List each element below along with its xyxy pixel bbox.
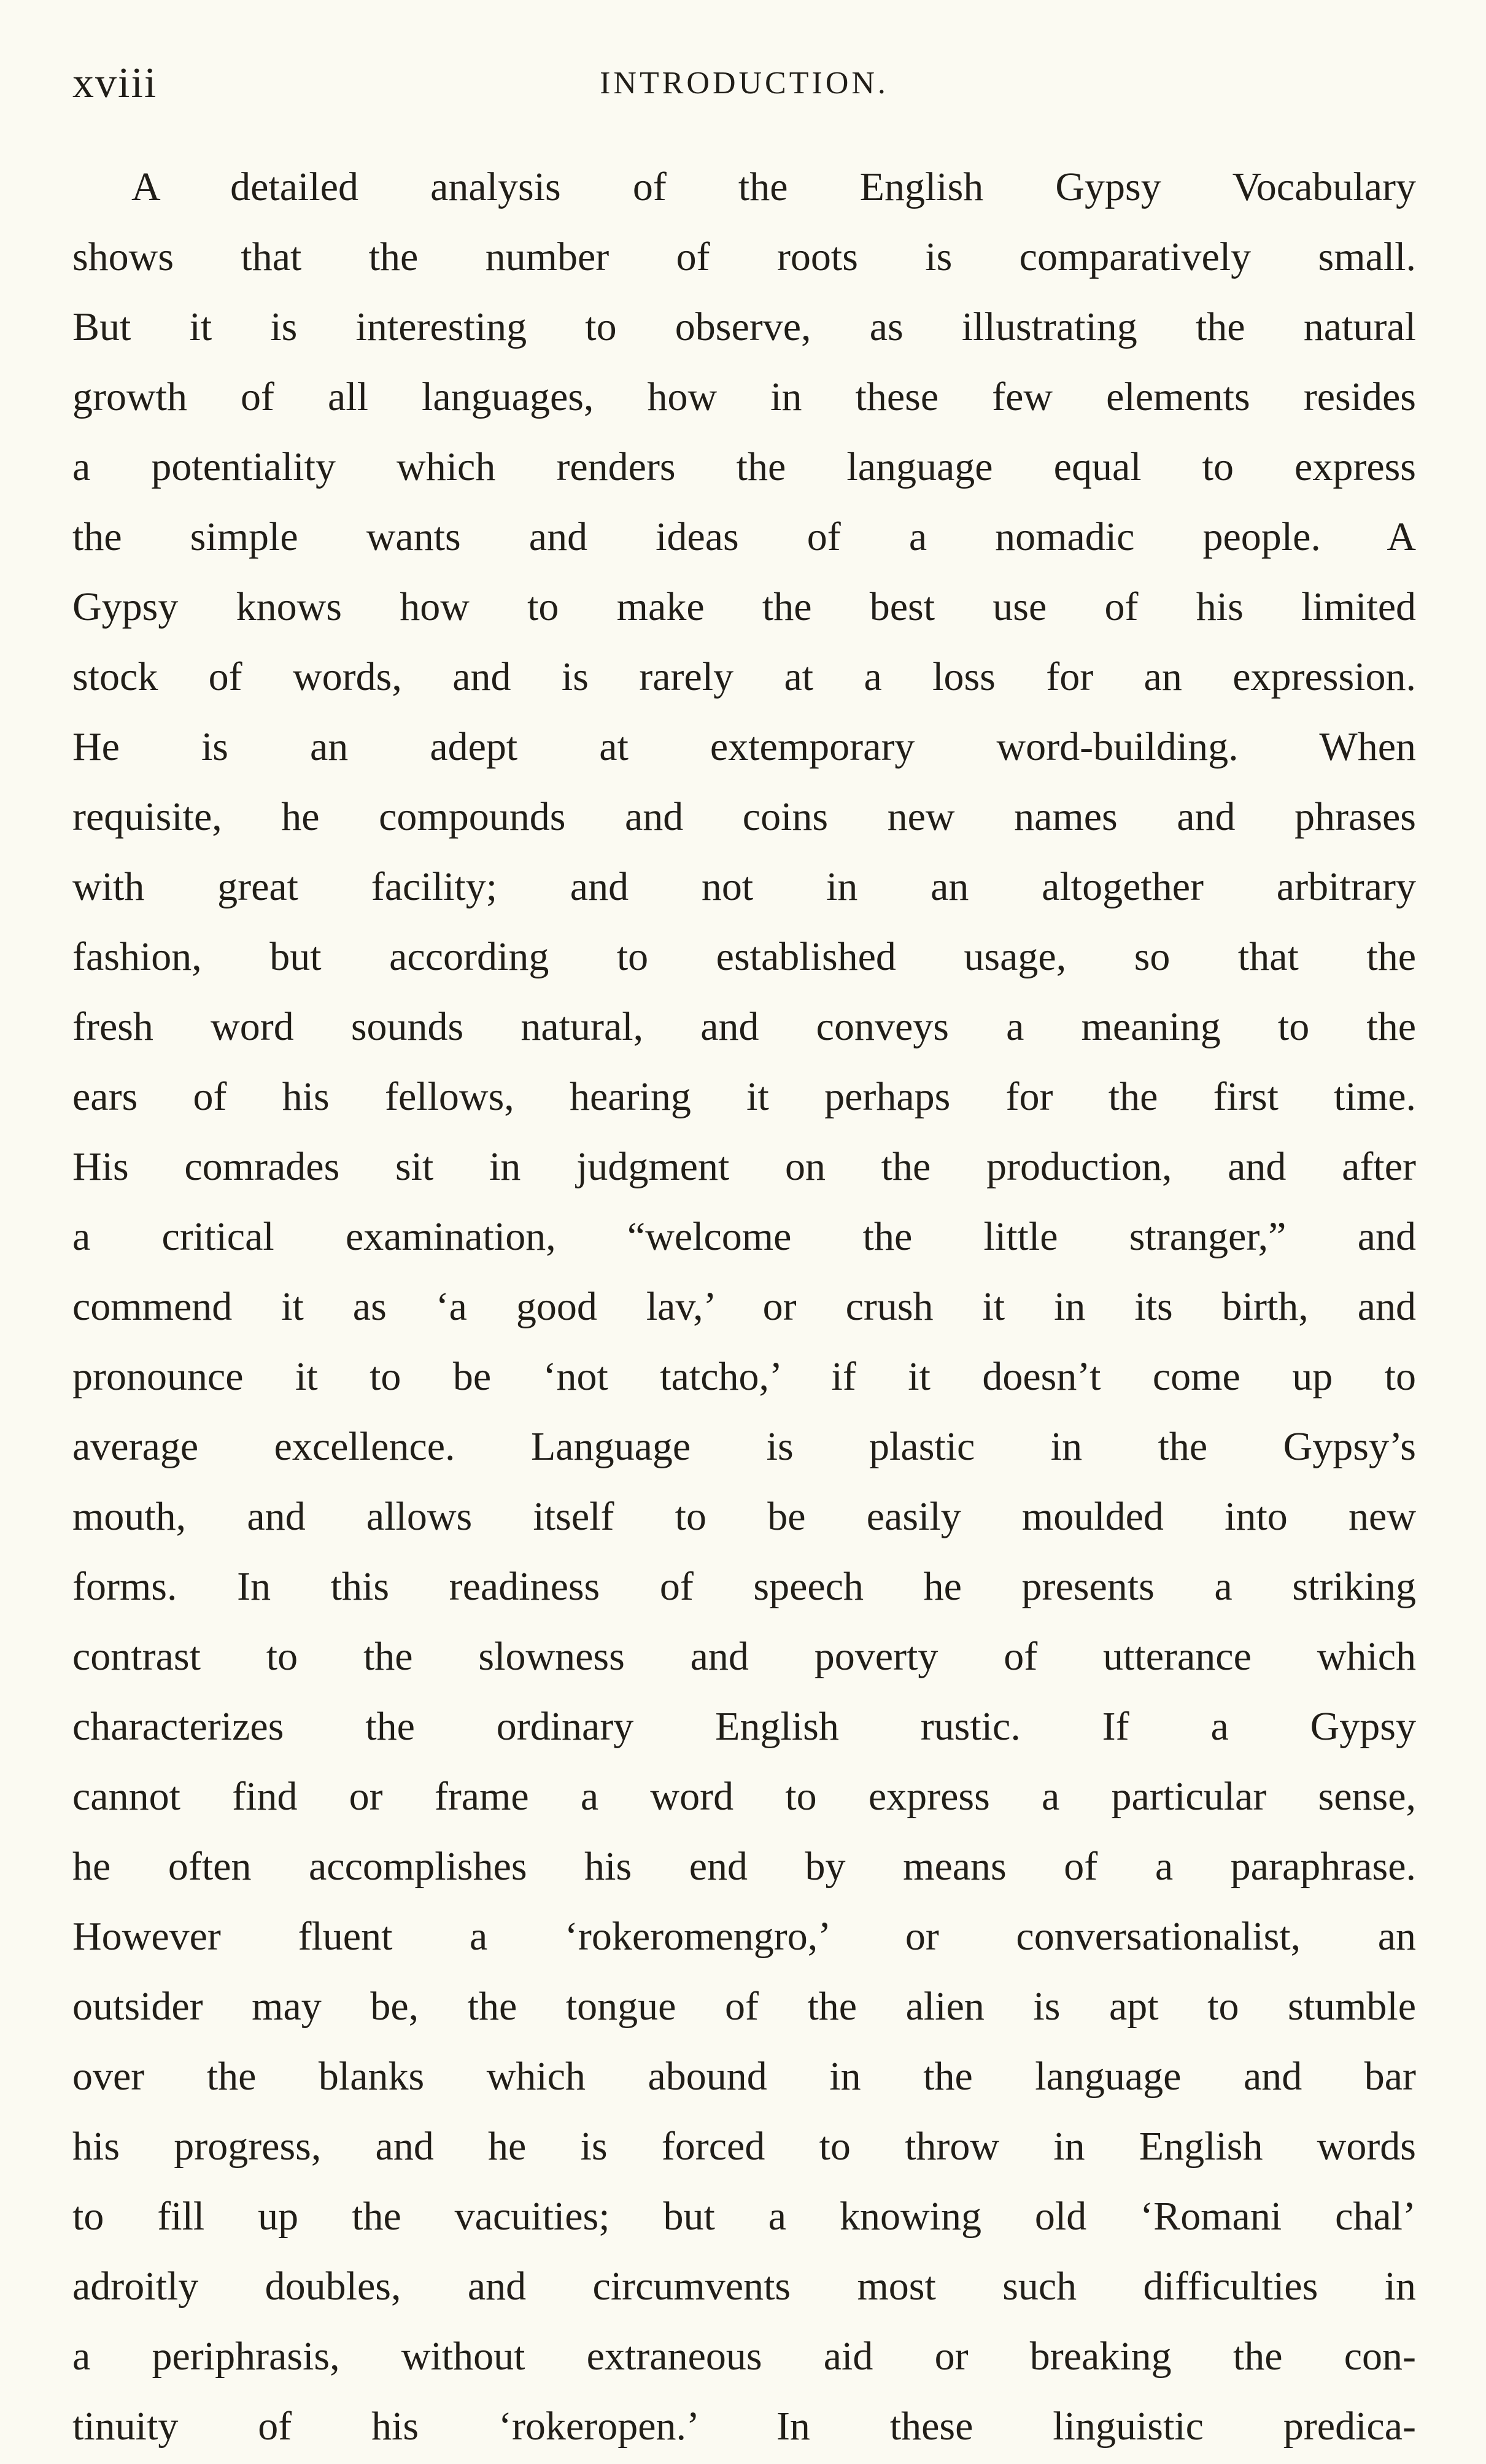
text-line: cannot find or frame a word to express a particular sense, bbox=[72, 1774, 1416, 1819]
text-line: commend it as ‘a good lav,’ or crush it in its birth, and bbox=[72, 1284, 1416, 1329]
text-line: outsider may be, the tongue of the alien is apt to stumble bbox=[72, 1984, 1416, 2029]
text-line: with great facility; and not in an altogether arbitrary bbox=[72, 864, 1416, 909]
text-line: over the blanks which abound in the language and bar bbox=[72, 2054, 1416, 2099]
text-line: adroitly doubles, and circumvents most such difficulties in bbox=[72, 2264, 1416, 2309]
text-line: Gypsy knows how to make the best use of his limited bbox=[72, 584, 1416, 629]
text-line: his progress, and he is forced to throw in English words bbox=[72, 2124, 1416, 2169]
text-line: he often accomplishes his end by means of a paraphrase. bbox=[72, 1844, 1416, 1889]
text-line: a potentiality which renders the language equal to express bbox=[72, 444, 1416, 489]
text-line: fresh word sounds natural, and conveys a meaning to the bbox=[72, 1004, 1416, 1049]
text-line: tinuity of his ‘rokeropen.’ In these linguistic predica- bbox=[72, 2404, 1416, 2449]
text-line: to fill up the vacuities; but a knowing old ‘Romani chal’ bbox=[72, 2194, 1416, 2239]
text-line: A detailed analysis of the English Gypsy Vocabulary bbox=[131, 165, 1416, 209]
text-line: pronounce it to be ‘not tatcho,’ if it doesn’t come up to bbox=[72, 1354, 1416, 1399]
text-line: forms. In this readiness of speech he presents a striking bbox=[72, 1564, 1416, 1609]
text-line: shows that the number of roots is comparatively small. bbox=[72, 234, 1416, 279]
text-line: characterizes the ordinary English rustic. If a Gypsy bbox=[72, 1704, 1416, 1749]
text-line: growth of all languages, how in these few elements resides bbox=[72, 374, 1416, 419]
text-line: ears of his fellows, hearing it perhaps for the first time. bbox=[72, 1074, 1416, 1119]
text-line: the simple wants and ideas of a nomadic people. A bbox=[72, 514, 1416, 559]
text-line: fashion, but according to established usage, so that the bbox=[72, 934, 1416, 979]
page-number: xviii bbox=[72, 60, 158, 107]
text-line: But it is interesting to observe, as illustrating the natural bbox=[72, 304, 1416, 349]
text-line: contrast to the slowness and poverty of utterance which bbox=[72, 1634, 1416, 1679]
text-line: a periphrasis, without extraneous aid or breaking the con- bbox=[72, 2334, 1416, 2379]
text-line: requisite, he compounds and coins new names and phrases bbox=[72, 794, 1416, 839]
body-text bbox=[72, 152, 1416, 2462]
text-line: stock of words, and is rarely at a loss for an expression. bbox=[72, 654, 1416, 699]
text-line: However fluent a ‘rokeromengro,’ or conversationalist, an bbox=[72, 1914, 1416, 1959]
text-line: mouth, and allows itself to be easily moulded into new bbox=[72, 1494, 1416, 1539]
page-header bbox=[72, 54, 1416, 113]
text-line: His comrades sit in judgment on the production, and after bbox=[72, 1144, 1416, 1189]
page-title: INTRODUCTION. bbox=[600, 66, 889, 101]
text-line: average excellence. Language is plastic in the Gypsy’s bbox=[72, 1424, 1416, 1469]
text-line: He is an adept at extemporary word-building. When bbox=[72, 724, 1416, 769]
text-line: a critical examination, “welcome the little stranger,” and bbox=[72, 1214, 1416, 1259]
